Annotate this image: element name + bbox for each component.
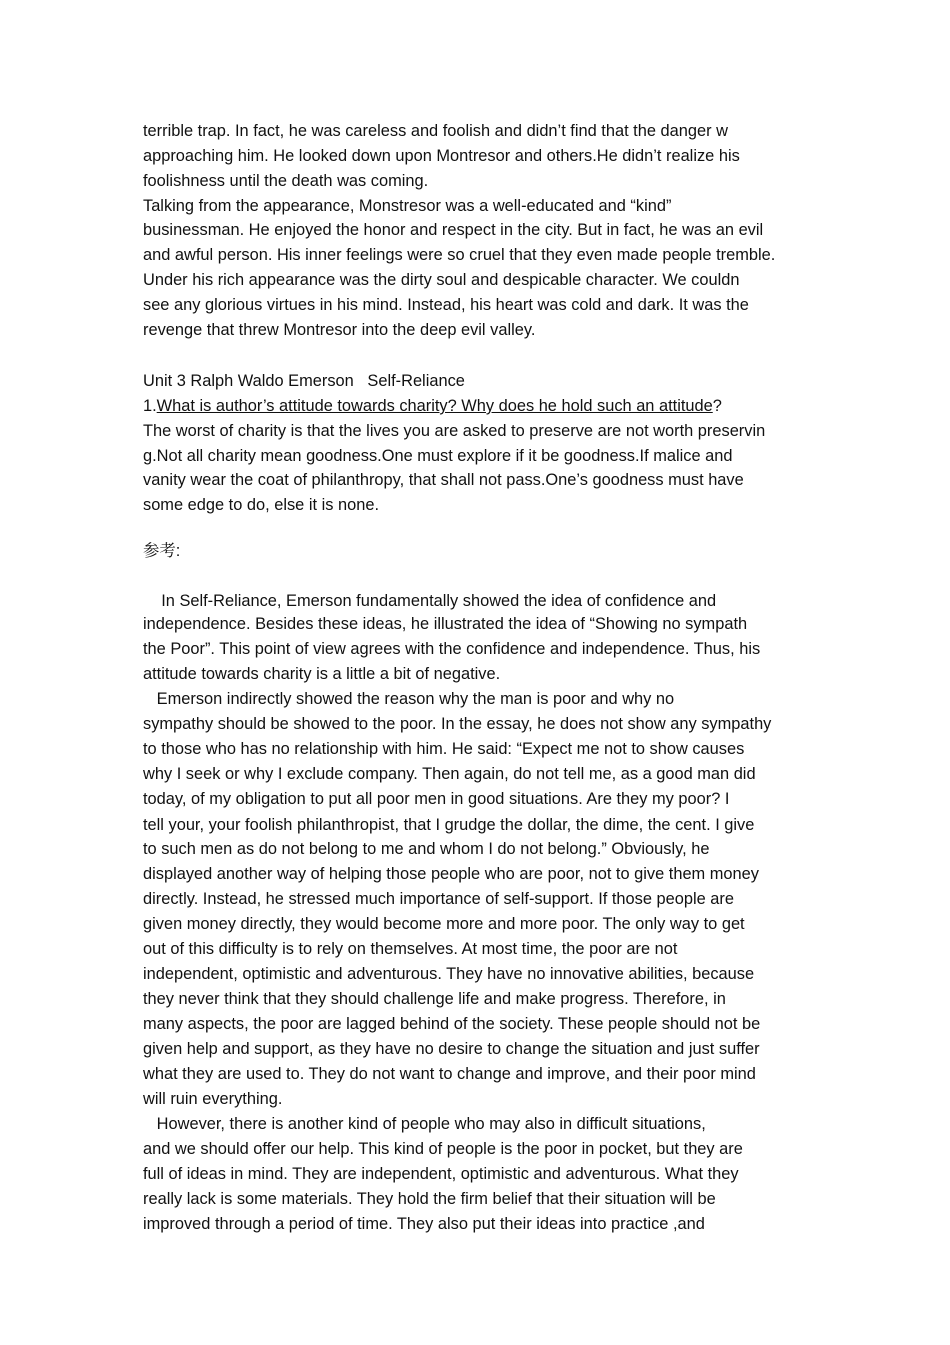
text-line: displayed another way of helping those people who are poor, not to give them money [143,865,759,883]
text-line: The worst of charity is that the lives you are asked to preserve are not worth preservin [143,422,766,440]
text-line: Emerson indirectly showed the reason why the man is poor and why no [143,690,675,708]
text-line: Under his rich appearance was the dirty soul and despicable character. We couldn [143,271,740,289]
text-line: some edge to do, else it is none. [143,496,379,514]
text-line: However, there is another kind of people who may also in difficult situations, [143,1115,706,1133]
text-line: the Poor”. This point of view agrees with the confidence and independence. Thus, his [143,640,761,658]
text-line: full of ideas in mind. They are independent, optimistic and adventurous. What they [143,1165,739,1183]
text-line: vanity wear the coat of philanthropy, that shall not pass.One’s goodness must have [143,471,744,489]
text-line: approaching him. He looked down upon Montresor and others.He didn’t realize his [143,147,740,165]
text-line: improved through a period of time. They also put their ideas into practice ,and [143,1215,705,1233]
text-line: why I seek or why I exclude company. Then again, do not tell me, as a good man did [143,765,756,783]
text-line: will ruin everything. [143,1090,283,1108]
text-line: given money directly, they would become more and more poor. The only way to get [143,915,745,933]
text-line: many aspects, the poor are lagged behind of the society. These people should not be [143,1015,761,1033]
text-line: they never think that they should challenge life and make progress. Therefore, in [143,990,726,1008]
text-line: independence. Besides these ideas, he illustrated the idea of “Showing no sympath [143,615,748,633]
question-line [143,396,722,416]
text-line: and we should offer our help. This kind of people is the poor in pocket, but they are [143,1140,743,1158]
text-line: independent, optimistic and adventurous. They have no innovative abilities, because [143,965,755,983]
text-line: out of this difficulty is to rely on themselves. At most time, the poor are not [143,940,678,958]
text-line: and awful person. His inner feelings were so cruel that they even made people tremble. [143,246,776,264]
question-number: 1. [143,397,157,415]
text-line: today, of my obligation to put all poor men in good situations. Are they my poor? I [143,790,730,808]
text-line: In Self-Reliance, Emerson fundamentally showed the idea of confidence and [143,592,717,610]
text-line: really lack is some materials. They hold the firm belief that their situation will be [143,1190,716,1208]
unit-heading: Unit 3 Ralph Waldo Emerson Self-Reliance [143,372,465,390]
text-line: foolishness until the death was coming. [143,172,429,190]
question-end: ? [712,397,722,415]
text-line: terrible trap. In fact, he was careless and foolish and didn’t find that the danger w [143,122,728,140]
text-line: Talking from the appearance, Monstresor was a well-educated and “kind” [143,197,672,215]
text-line: what they are used to. They do not want to change and improve, and their poor mind [143,1065,756,1083]
text-line: attitude towards charity is a little a bit of negative. [143,665,501,683]
text-line: g.Not all charity mean goodness.One must explore if it be goodness.If malice and [143,447,733,465]
text-line: revenge that threw Montresor into the deep evil valley. [143,321,536,339]
text-line: to such men as do not belong to me and whom I do not belong.” Obviously, he [143,840,710,858]
text-line: see any glorious virtues in his mind. Instead, his heart was cold and dark. It was the [143,296,749,314]
reference-label: 参考: [143,542,181,560]
text-line: to those who has no relationship with him. He said: “Expect me not to show causes [143,740,745,758]
text-line: businessman. He enjoyed the honor and respect in the city. But in fact, he was an evil [143,221,764,239]
text-line: tell your, your foolish philanthropist, that I grudge the dollar, the dime, the cent. I give [143,816,755,834]
text-line: sympathy should be showed to the poor. In the essay, he does not show any sympathy [143,715,772,733]
text-line: directly. Instead, he stressed much importance of self-support. If those people are [143,890,734,908]
question-text: What is author’s attitude towards charity? Why does he hold such an attitude [156,397,713,415]
text-line: given help and support, as they have no desire to change the situation and just suffer [143,1040,760,1058]
